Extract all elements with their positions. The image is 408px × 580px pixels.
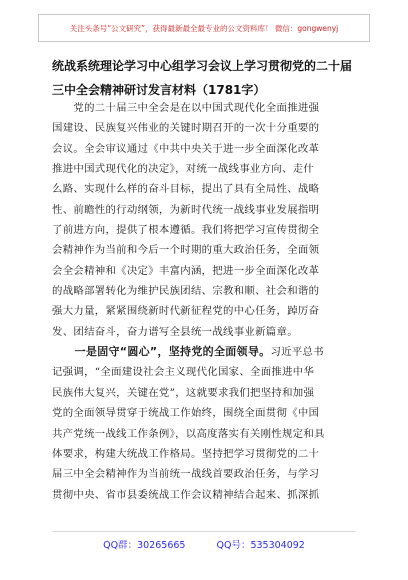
document-title — [52, 55, 372, 102]
body-line: 党的二十届三中全会是在以中国式现代化全面推进强 — [52, 102, 320, 114]
qq-number: QQ号：535304092 — [216, 540, 305, 551]
body-line: 国建设、民族复兴伟业的关键时期召开的一次十分重要的 — [52, 122, 320, 135]
section-heading: 一是固守“圆心”，坚持党的全面领导。 — [52, 345, 271, 359]
header-banner: 关注头条号“公文研究”，获得最新最全最专业的公文资料库！ 微信：gongwenyj — [38, 14, 370, 42]
section-heading-line — [52, 342, 352, 362]
body-line: 记强调，“全面建设社会主义现代化国家、全面推进中华 — [52, 366, 315, 379]
body-line: 共产党统一战线工作条例》，以高度落实有关刚性规定和具 — [52, 427, 325, 440]
body-line: 届三中全会精神作为当前统一战线首要政治任务，与学习 — [52, 468, 320, 481]
page-footer — [52, 531, 356, 551]
body-line: 贯彻中央、省市县委统战工作会议精神结合起来、抓深抓 — [52, 488, 320, 501]
body-line: 推进中国式现代化的决定》，对统一战线事业方向、走什 — [52, 163, 315, 176]
body-line: 发、团结奋斗，奋力谱写全县统一战线事业新篇章。 — [52, 325, 298, 338]
body-line: 会议。全会审议通过《中共中央关于进一步全面深化改革 — [52, 142, 320, 155]
body-line: 么路、实现什么样的奋斗目标，提出了具有全局性、战略 — [52, 183, 320, 196]
body-line: 的战略部署转化为维护民族团结、宗教和顺、社会和谐的 — [52, 285, 320, 298]
body-line: 会全会精神和《决定》丰富内涵，把进一步全面深化改革 — [52, 264, 320, 277]
document-body — [52, 98, 352, 505]
body-line: 强大力量，紧紧围绕新时代新征程党的中心任务，踔厉奋 — [52, 305, 320, 318]
section-heading-tail: 习近平总书 — [270, 346, 324, 359]
qq-group-number: QQ群：30265665 — [103, 540, 186, 551]
title-line: 三中全会精神研讨发言材料（1781字） — [52, 82, 266, 97]
body-line: 党的全面领导贯穿于统战工作始终，围绕全面贯彻《中国 — [52, 407, 320, 420]
body-line: 了前进方向，提供了根本遵循。我们将把学习宣传贯彻全 — [52, 224, 320, 237]
body-line: 体要求，构建大统战工作格局。坚持把学习贯彻党的二十 — [52, 447, 320, 460]
title-line: 统战系统理论学习中心组学习会议上学习贯彻党的二十届 — [52, 59, 353, 73]
body-line: 民族伟大复兴，关键在党”，这就要求我们把坚持和加强 — [52, 386, 315, 399]
body-line: 会精神作为当前和今后一个时期的重大政治任务，全面领 — [52, 244, 320, 257]
body-line: 性、前瞻性的行动纲领，为新时代统一战线事业发展指明 — [52, 203, 320, 216]
